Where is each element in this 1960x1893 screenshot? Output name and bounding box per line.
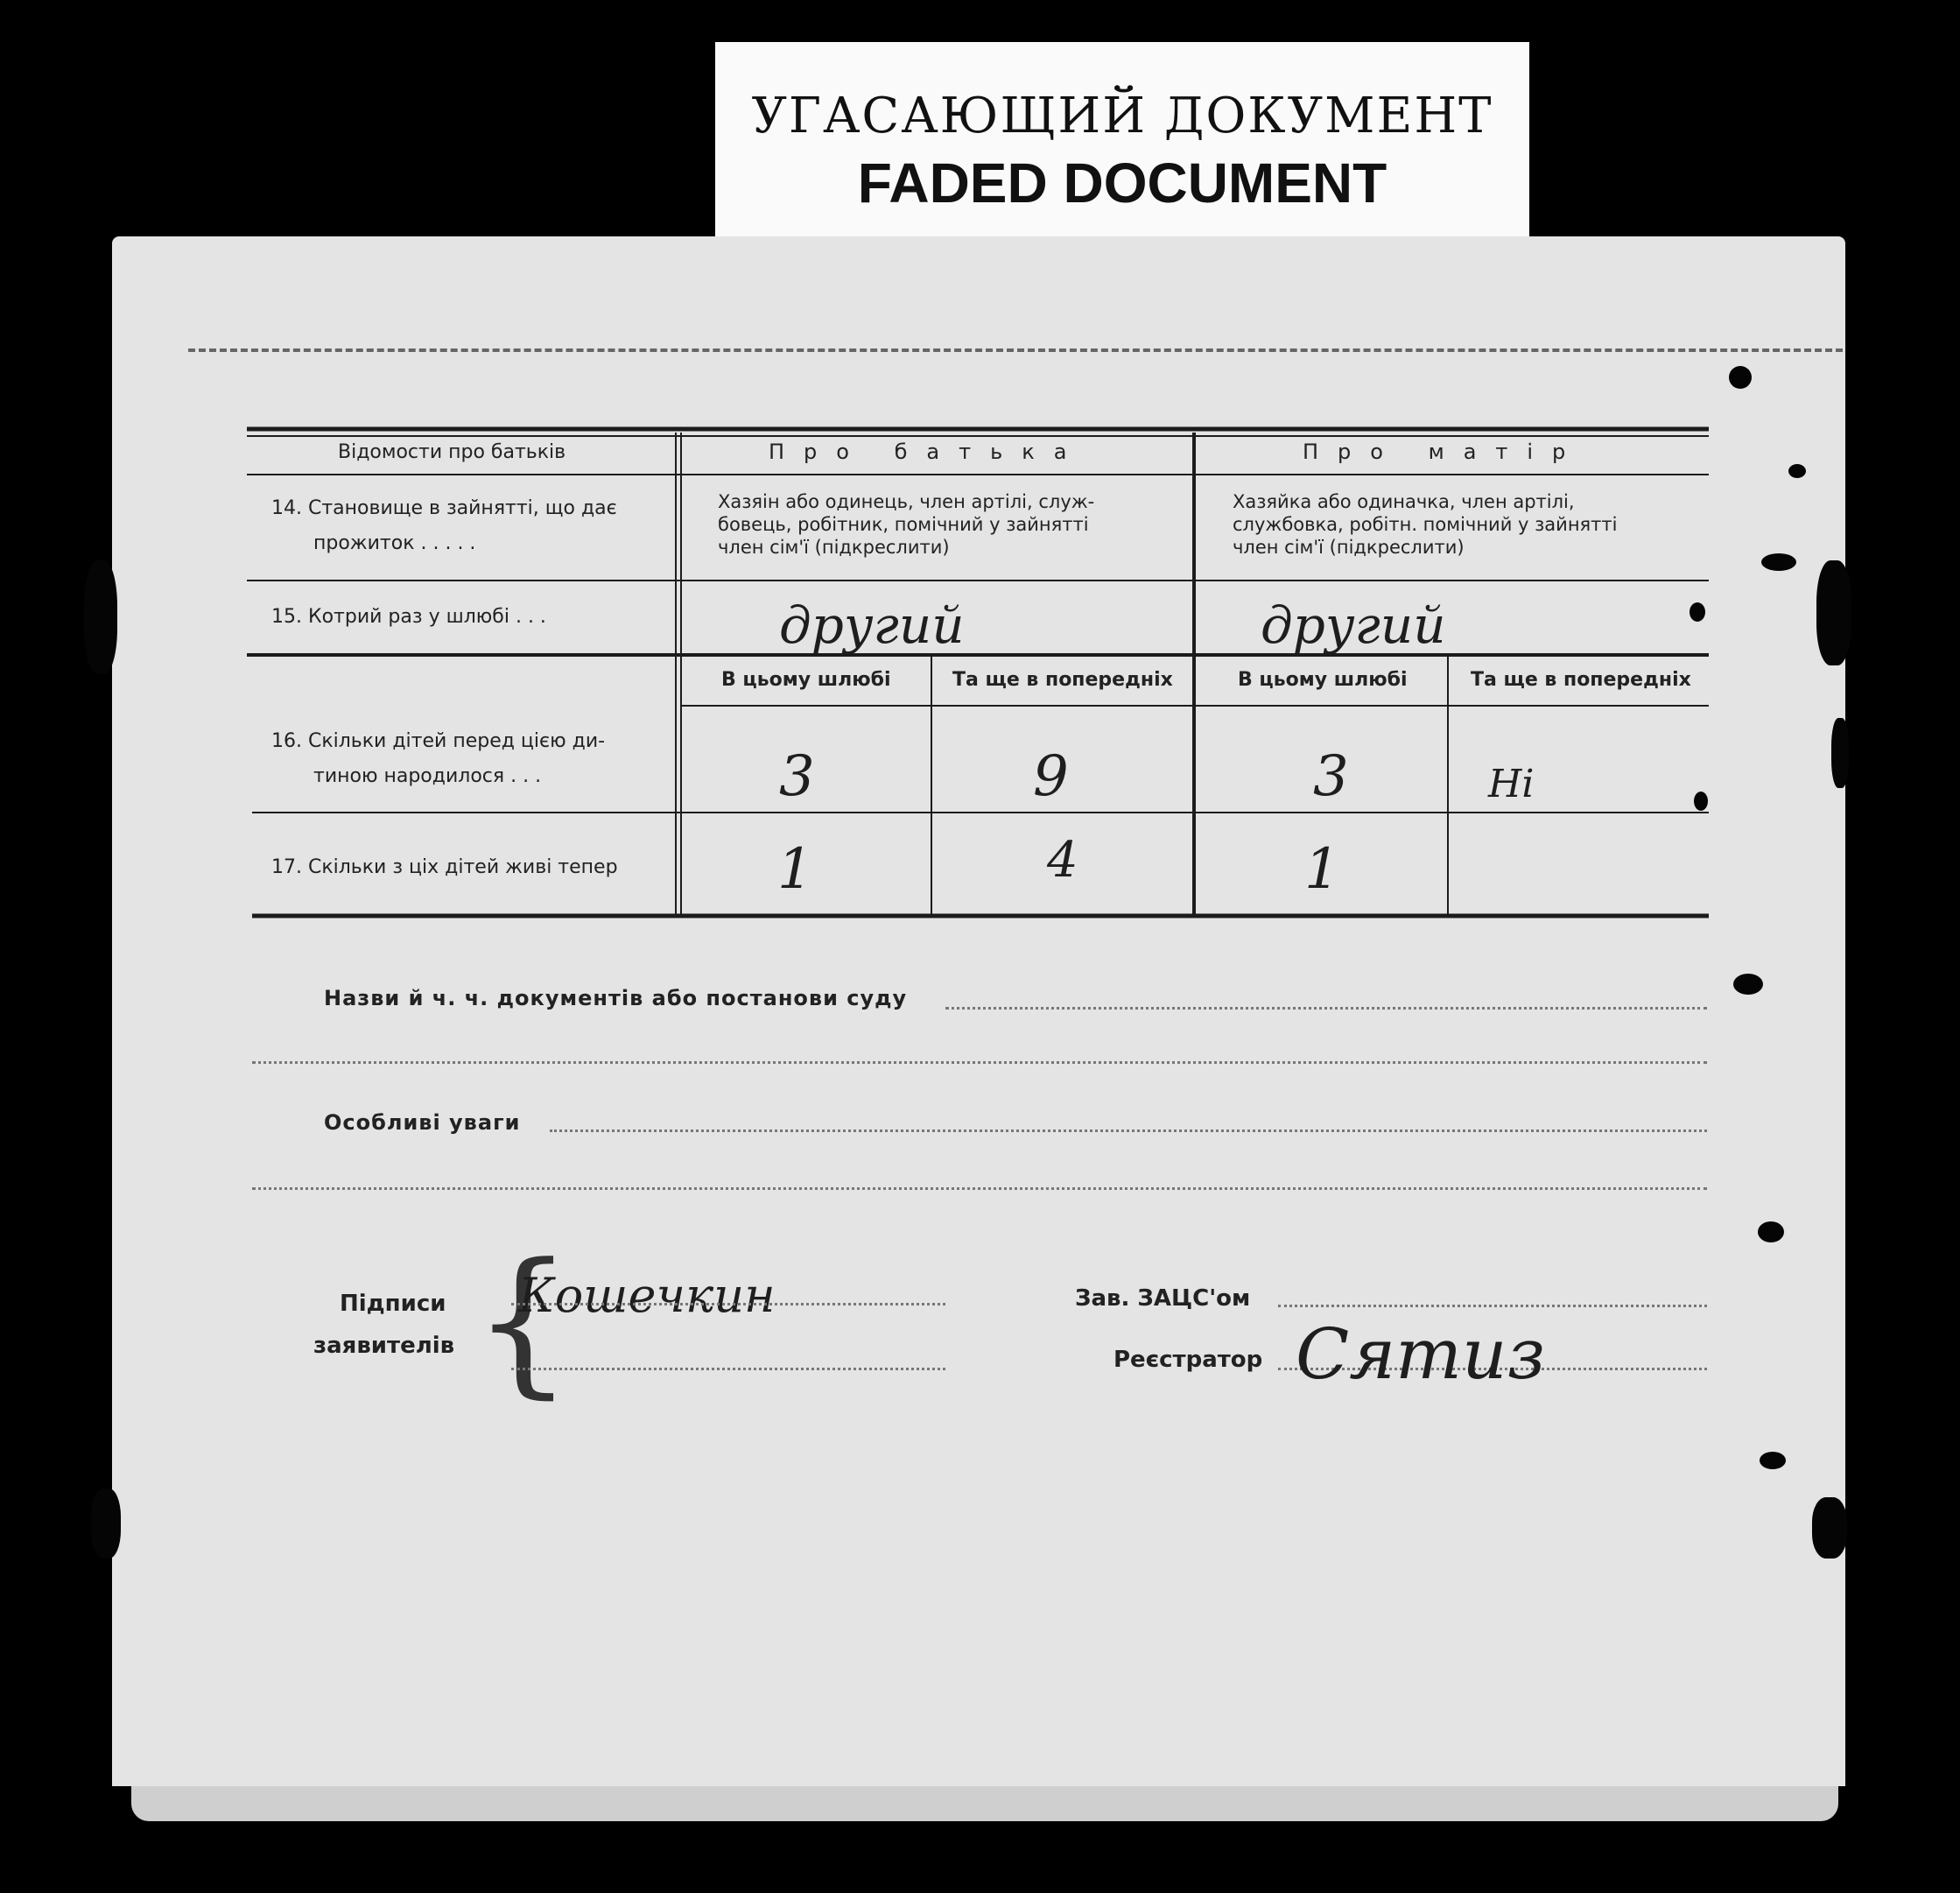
stamp-title-en: FADED DOCUMENT	[857, 151, 1387, 215]
head-zags-line	[1278, 1305, 1707, 1307]
subheader-mother-prev: Та ще в попередніх	[1471, 669, 1691, 691]
head-zags-label: Зав. ЗАЦС'ом	[1075, 1285, 1251, 1312]
row15-father-value: другий	[779, 595, 965, 655]
row14-label-1: 14. Становище в зайнятті, що дає	[271, 497, 617, 519]
header-father: Про батька	[769, 440, 1086, 464]
signatures-label-2: заявителів	[313, 1333, 455, 1359]
row16-mother-this: 3	[1313, 744, 1349, 809]
row14-mother-options: Хазяйка або одиначка, член артілі, службовка, робітн. помічний у зайнятті член сім'ї (підкреслити)	[1233, 491, 1618, 558]
row17-father-prev: 4	[1047, 832, 1078, 889]
row17-label: 17. Скільки з ціх дітей живі тепер	[271, 856, 618, 878]
signature-line-1	[511, 1303, 945, 1305]
documents-line-2	[252, 1061, 1707, 1064]
row14-father-options: Хазяін або одинець, член артілі, служ- бовець, робітник, помічний у зайнятті член сім'ї (підкреслити)	[718, 491, 1095, 558]
stamp-title-ru: УГАСАЮЩИЙ ДОКУМЕНТ	[751, 88, 1493, 144]
subheader-father-this: В цьому шлюбі	[721, 669, 891, 691]
row17-mother-this: 1	[1304, 837, 1340, 902]
row14-label-2: прожиток . . . . .	[313, 532, 476, 554]
header-mother: Про матір	[1303, 440, 1585, 464]
row16-father-prev: 9	[1033, 744, 1069, 809]
documents-label: Назви й ч. ч. документів або постанови суду	[324, 986, 908, 1010]
registrar-signature: Сятиз	[1296, 1313, 1546, 1395]
header-parents-info: Відомости про батьків	[338, 441, 566, 463]
signatures-brace: {	[473, 1230, 573, 1413]
row15-label: 15. Котрий раз у шлюбі . . .	[271, 606, 546, 628]
row16-label-2: тиною народилося . . .	[313, 765, 542, 787]
row16-mother-prev: Ні	[1488, 762, 1535, 806]
signatures-label-1: Підписи	[340, 1291, 446, 1317]
notes-label: Особливі уваги	[324, 1110, 521, 1135]
row16-father-this: 3	[779, 744, 815, 809]
notes-line-2	[252, 1187, 1707, 1190]
subheader-mother-this: В цьому шлюбі	[1238, 669, 1408, 691]
subheader-father-prev: Та ще в попередніх	[952, 669, 1173, 691]
row17-father-this: 1	[777, 837, 813, 902]
row15-mother-value: другий	[1261, 595, 1446, 655]
registrar-label: Реєстратор	[1113, 1347, 1263, 1373]
notes-line-1	[550, 1129, 1707, 1132]
signature-line-2	[511, 1368, 945, 1370]
documents-line-1	[945, 1007, 1707, 1010]
row16-label-1: 16. Скільки дітей перед цією ди-	[271, 730, 606, 752]
applicant-signature: Кошечкин	[518, 1268, 776, 1323]
